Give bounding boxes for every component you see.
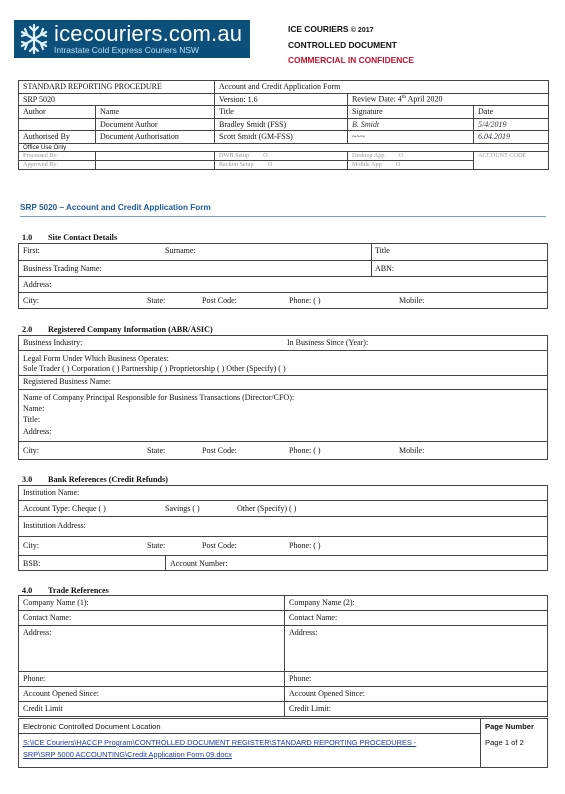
industry-field[interactable]: Business Industry:: [23, 338, 83, 347]
title-field[interactable]: Title: [375, 246, 390, 255]
bank-state-field[interactable]: State:: [147, 541, 166, 550]
approved-by-label: Approved By:: [19, 160, 96, 169]
company-2-field[interactable]: Company Name (2):: [289, 598, 355, 607]
principal-phone-field[interactable]: Phone: ( ): [289, 446, 321, 455]
page-number-value: Page 1 of 2: [485, 738, 524, 747]
principal-mobile-field[interactable]: Mobile:: [399, 446, 425, 455]
mobile-app[interactable]: Mobile App O: [348, 160, 474, 169]
document-path-link-cont[interactable]: SRP\SRP 5000 ACCOUNTING\Credit Application Form 09.docx: [23, 750, 232, 759]
postcode-field[interactable]: Post Code:: [202, 296, 237, 305]
snowflake-icon: [18, 23, 50, 55]
office-use-label: Office Use Only: [19, 143, 549, 151]
contact-2-field[interactable]: Contact Name:: [289, 613, 338, 622]
auth-date: 6.04.2019: [474, 131, 549, 144]
trade-references-box: [18, 595, 548, 717]
auth-title: Scott Smidt (GM-FSS): [215, 131, 348, 144]
doc-authorisation-label: Document Authorisation: [96, 131, 215, 144]
title-col: Title: [215, 106, 348, 119]
company-1-field[interactable]: Company Name (1):: [23, 598, 89, 607]
company-name: ICE COURIERS: [288, 24, 349, 34]
company-info-box: [18, 335, 548, 460]
principal-state-field[interactable]: State:: [147, 446, 166, 455]
section-3-heading: 3.0 Bank References (Credit Refunds): [22, 475, 168, 484]
abn-field[interactable]: ABN:: [375, 264, 395, 273]
principal-title-field[interactable]: Title:: [23, 415, 41, 424]
controlled-label: CONTROLLED DOCUMENT: [288, 40, 397, 50]
bsb-field[interactable]: BSB:: [23, 559, 41, 568]
state-field[interactable]: State:: [147, 296, 166, 305]
business-since-field[interactable]: In Business Since (Year):: [287, 338, 369, 347]
address-2-field[interactable]: Address:: [289, 628, 318, 637]
author-signature: B. Smidt: [348, 118, 474, 131]
institution-name-field[interactable]: Institution Name:: [23, 488, 80, 497]
institution-address-field[interactable]: Institution Address:: [23, 521, 86, 530]
bank-postcode-field[interactable]: Post Code:: [202, 541, 237, 550]
legal-form-options[interactable]: Sole Trader ( ) Corporation ( ) Partnership ( ) Proprietorship ( ) Other (Specify) ( ): [23, 364, 286, 373]
version: Version: 1.6: [215, 93, 348, 106]
bank-city-field[interactable]: City:: [23, 541, 40, 550]
confidential-label: COMMERCIAL IN CONFIDENCE: [288, 55, 414, 65]
processed-by-field[interactable]: [96, 151, 215, 160]
principal-city-field[interactable]: City:: [23, 446, 40, 455]
doc-author-label: Document Author: [96, 118, 215, 131]
date-col: Date: [474, 106, 549, 119]
principal-address-field[interactable]: Address:: [23, 427, 52, 436]
credit-2-field[interactable]: Credit Limit:: [289, 704, 331, 713]
legal-form-label: Legal Form Under Which Business Operates:: [23, 354, 169, 363]
section-4-heading: 4.0 Trade References: [22, 586, 109, 595]
document-location-footer: [18, 718, 548, 768]
review-date: Review Date: 4th April 2020: [348, 93, 549, 106]
company-logo: [14, 20, 250, 58]
authorised-by-label: Authorised By: [19, 131, 96, 144]
account-code[interactable]: ACCOUNT CODE: [474, 151, 549, 169]
author-title: Bradley Smidt (FSS): [215, 118, 348, 131]
document-path-link[interactable]: S:\ICE Couriers\HACCP Program\CONTROLLED DOCUMENT REGISTER\STANDARD REPORTING PROCEDURES -: [23, 738, 417, 747]
section-1-heading: 1.0 Site Contact Details: [22, 233, 118, 242]
reckon-setup[interactable]: Reckon Setup O: [215, 160, 348, 169]
principal-postcode-field[interactable]: Post Code:: [202, 446, 237, 455]
address-field[interactable]: Address:: [23, 280, 52, 289]
opened-2-field[interactable]: Account Opened Since:: [289, 689, 365, 698]
desktop-app[interactable]: Desktop App O: [348, 151, 474, 160]
author-label: Author: [19, 106, 96, 119]
address-1-field[interactable]: Address:: [23, 628, 52, 637]
first-field[interactable]: First:: [23, 246, 40, 255]
dwb-setup[interactable]: DWB Setup O: [215, 151, 348, 160]
phone-field[interactable]: Phone: ( ): [289, 296, 321, 305]
bank-references-box: [18, 485, 548, 571]
surname-field[interactable]: Surname:: [165, 246, 196, 255]
form-name: Account and Credit Application Form: [215, 81, 549, 94]
mobile-field[interactable]: Mobile:: [399, 296, 425, 305]
account-type-cheque[interactable]: Account Type: Cheque ( ): [23, 504, 106, 513]
approved-by-field[interactable]: [96, 160, 215, 169]
account-type-savings[interactable]: Savings ( ): [165, 504, 200, 513]
brand-tagline: Intrastate Cold Express Couriers NSW: [54, 45, 200, 55]
phone-2-field[interactable]: Phone:: [289, 674, 312, 683]
registered-name-field[interactable]: Registered Business Name:: [23, 377, 111, 386]
header-notice: [288, 22, 414, 68]
author-date: 5/4/2019: [474, 118, 549, 131]
procedure-code: SRP 5020: [19, 93, 215, 106]
bank-phone-field[interactable]: Phone: ( ): [289, 541, 321, 550]
processed-by-label: Processed By:: [19, 151, 96, 160]
procedure-type: STANDARD REPORTING PROCEDURE: [19, 81, 215, 94]
principal-name-field[interactable]: Name:: [23, 404, 45, 413]
brand-name: icecouriers.com.au: [54, 21, 243, 46]
name-col: Name: [96, 106, 215, 119]
city-field[interactable]: City:: [23, 296, 40, 305]
opened-1-field[interactable]: Account Opened Since:: [23, 689, 99, 698]
auth-signature: ~~~: [348, 131, 474, 144]
copyright: © 2017: [350, 27, 374, 34]
document-title: SRP 5020 – Account and Credit Application Form: [20, 203, 211, 212]
page-number-label: Page Number: [485, 722, 534, 731]
account-number-field[interactable]: Account Number:: [170, 559, 228, 568]
credit-1-field[interactable]: Credit Limit: [23, 704, 63, 713]
location-label: Electronic Controlled Document Location: [23, 722, 161, 731]
contact-1-field[interactable]: Contact Name:: [23, 613, 72, 622]
section-2-heading: 2.0 Registered Company Information (ABR/ASIC): [22, 325, 213, 334]
business-trading-field[interactable]: Business Trading Name:: [23, 264, 102, 273]
signature-col: Signature: [348, 106, 474, 119]
account-type-other[interactable]: Other (Specify) ( ): [237, 504, 297, 513]
phone-1-field[interactable]: Phone:: [23, 674, 46, 683]
title-divider: [20, 216, 546, 217]
principal-label: Name of Company Principal Responsible for Business Transactions (Director/CFO):: [23, 393, 295, 402]
document-control-table: [18, 80, 549, 170]
site-contact-box: [18, 243, 548, 309]
